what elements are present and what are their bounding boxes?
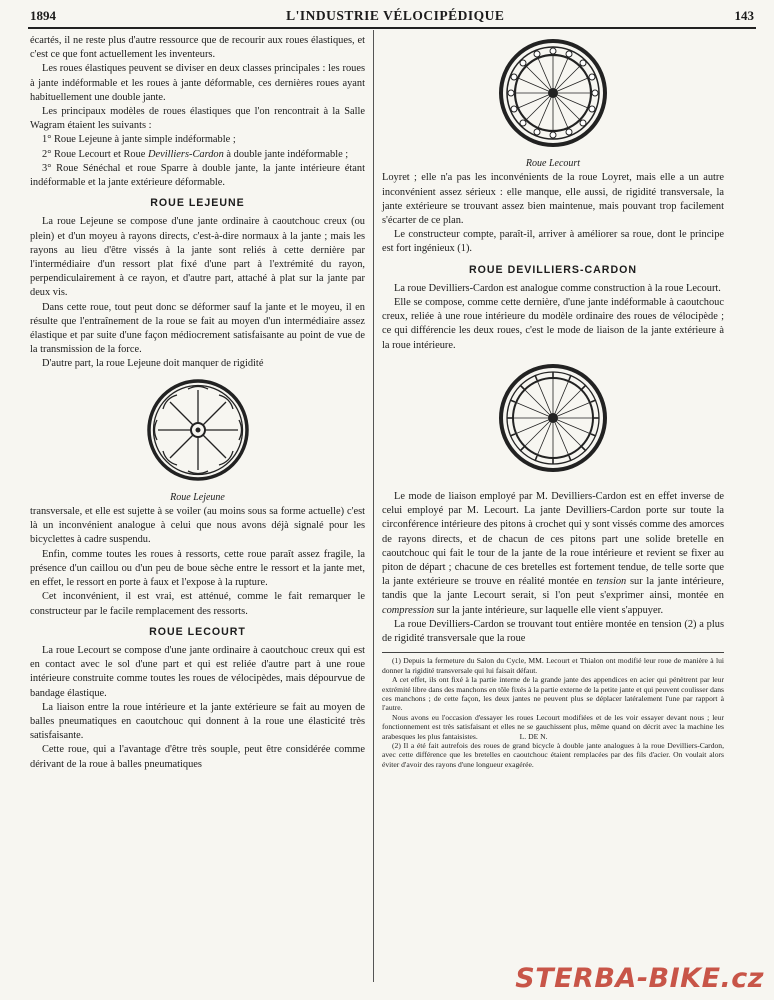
list-item-italic: Devilliers-Cardon [148,148,224,160]
footnote: (2) Il a été fait autrefois des roues de grand bicycle à double jante analogues à la roue Devilliers-Cardon, avec cette différence que les bretelles en caoutchouc étaient remplacées par des fils d'acier. On voulait alors éviter d'avoir des rayons d'une longueur exagérée. [382,740,724,769]
figure-roue-devilliers-cardon [382,363,724,478]
page-number: 143 [734,8,754,23]
header-year: 1894 [30,8,56,23]
lejeune-wheel-illustration [146,378,250,482]
paragraph: Dans cette roue, tout peut donc se déformer sauf la jante et le moyeu, il en résulte que l'entraînement de la roue se fait au moyen d'un intermédiaire assez élastique et par suite d'une façon médiocrement satisfaisante au point de vue de la transmission de la force. [30,301,365,356]
paragraph-text: Le mode de liaison employé par M. Devilliers-Cardon est en effet inverse de celui employé par M. Lecourt. La jante Devilliers-Cardon porte sur toute la circonférence intérieure des pitons à crochet qui y sont vissés comme des amorces de rayons directs, et de chacun de ces pitons part une solide bretelle en caoutchouc qui fait le tour de la jante de la roue intérieure et revient se fixer au piton de départ ; chacune de ces bretelles est fortement tendue, de telle sorte que la jante extérieure se trouve en réalité montée en [382,491,724,588]
footnote-signature: L. DE N. [519,731,548,741]
journal-title: L'INDUSTRIE VÉLOCIPÉDIQUE [286,8,505,23]
section-heading-devilliers-cardon: ROUE DEVILLIERS-CARDON [469,263,637,276]
paragraph: La roue Devilliers-Cardon se trouvant tout entière montée en tension (2) a plus de rigidité transversale que la roue [382,618,724,645]
paragraph-italic: tension [596,576,627,588]
section-heading-lejeune: ROUE LEJEUNE [150,197,245,210]
paragraph-text: sur la jante intérieure, tandis que la jante Lecourt serait, si l'on peut s'exprimer ainsi, montée en [382,576,724,602]
paragraph: La liaison entre la roue intérieure et la jante extérieure se fait au moyen de balles pneumatiques en caoutchouc qui donnent à la roue une élasticité très satisfaisante. [30,701,365,742]
paragraph: Cette roue, qui a l'avantage d'être très souple, peut être considérée comme dérivant de la roue à balles pneumatiques [30,744,365,770]
watermark-logo: STERBA-BIKE.cz [515,963,764,994]
header-rule [28,27,756,29]
paragraph-text: sur la jante intérieure, sur laquelle elle vient s'appuyer. [434,604,664,616]
figure-caption: Roue Lejeune [170,491,225,503]
figure-caption: Roue Lecourt [525,158,581,170]
paragraph: D'autre part, la roue Lejeune doit manquer de rigidité [42,358,264,370]
list-item-text: à double jante indéformable ; [223,148,349,160]
paragraph: La roue Devilliers-Cardon est analogue comme construction à la roue Lecourt. [394,282,721,294]
paragraph: Enfin, comme toutes les roues à ressorts, cette roue paraît assez fragile, la présence d'un caillou ou d'un peu de boue sèche entre le ressort et la jante met, en effet, le ressort en porte à faux et l'expose à la rupture. [30,548,365,589]
list-item: 1° Roue Lejeune à jante simple indéformable ; [42,134,236,146]
paragraph: Loyret ; elle n'a pas les inconvénients de la roue Loyret, mais elle a un autre inconvénient assez sérieux : elle manque, elle aussi, de rigidité transversale, la jante extérieure se trouvant assez bien maintenue, mais pouvant trop facilement s'écarter de ce plan. [382,172,724,227]
footnote: (1) Depuis la fermeture du Salon du Cycle, MM. Lecourt et Thialon ont modifié leur roue de manière à lui donner la rigidité transversale qui lui faisait défaut. [382,656,724,675]
left-column [30,34,365,772]
footnote: A cet effet, ils ont fixé à la partie interne de la grande jante des appendices en acier qui pénètrent par leur extrémité libre dans des manchons en tôle fixés à la partie externe de la petite jante et qui peuvent coulisser dans ces manchons ; de cette façon, les deux jantes ne peuvent plus se déplacer latéralement l'une par rapport à l'autre. [382,675,724,713]
right-column [382,34,724,769]
list-item-text: 2° Roue Lecourt et Roue [42,148,149,160]
devilliers-cardon-wheel-illustration [498,363,608,473]
section-heading-lecourt: ROUE LECOURT [149,625,246,638]
footnotes [382,652,724,769]
figure-roue-lecourt [382,38,724,153]
lecourt-wheel-illustration [498,38,608,148]
paragraph: écartés, il ne reste plus d'autre ressource que de recourir aux roues élastiques, et c'est ce que font actuellement les inventeurs. [30,35,365,61]
figure-roue-lejeune [30,378,365,487]
list-item [30,148,365,162]
footnote-text: Nous avons eu l'occasion d'essayer les roues Lecourt modifiées et de les voir essayer devant nous ; leur fonctionnement est très satisfaisant et elles ne se gauchissent plus, même quand on décrit avec la machine les arabesques les plus fantaisistes. [382,712,724,741]
paragraph: Les roues élastiques peuvent se diviser en deux classes principales : les roues à jante indéformable et les roues à jante déformable, ces dernières roues ayant habituellement une double jante. [30,63,365,103]
paragraph: transversale, et elle est sujette à se voiler (au moins sous sa forme actuelle) c'est là un inconvénient analogue à celui que nous avons déjà signalé pour les bicyclettes à cadre suspendu. [30,506,365,546]
paragraph: Le constructeur compte, paraît-il, arriver à améliorer sa roue, dont le principe est fort ingénieux (1). [382,229,724,255]
paragraph: Cet inconvénient, il est vrai, est atténué, comme le fait remarquer le constructeur par le facile remplacement des ressorts. [30,591,365,617]
paragraph-italic: compression [382,604,435,616]
footnote [382,713,724,741]
paragraph: La roue Lecourt se compose d'une jante ordinaire à caoutchouc creux qui est en contact avec le sol d'une part et qui est reliée d'autre part à une roue intérieure construite comme toutes les roues de vélocipèdes, mais dépourvue de bandage élastique. [30,644,365,699]
paragraph: Les principaux modèles de roues élastiques que l'on rencontrait à la Salle Wagram étaient les suivants : [30,106,365,132]
list-item: 3° Roue Sénéchal et roue Sparre à double jante, la jante intérieure étant indéformable et la jante extérieure déformable. [30,162,365,189]
paragraph: La roue Lejeune se compose d'une jante ordinaire à caoutchouc creux (ou plein) et d'un moyeu à rayons directs, c'est-à-dire normaux à la jante ; mais les rayons au lieu d'être vissés à la jante sont reliés à cette dernière par l'intermédiaire d'un ressort plat fixé d'une part à l'extrémité du rayon, perpendiculairement à ce rayon, et d'autre part, attaché à plat sur la jante par deux vis. [30,216,365,299]
column-divider [373,30,374,982]
page-header [30,6,754,26]
paragraph [382,490,724,618]
paragraph: Elle se compose, comme cette dernière, d'une jante indéformable à caoutchouc creux, reliée à une roue intérieure du modèle ordinaire des roues de vélocipède ; ce qui différencie les deux roues, c'est le mode de liaison de la jante extérieure à la roue intérieure. [382,297,724,351]
